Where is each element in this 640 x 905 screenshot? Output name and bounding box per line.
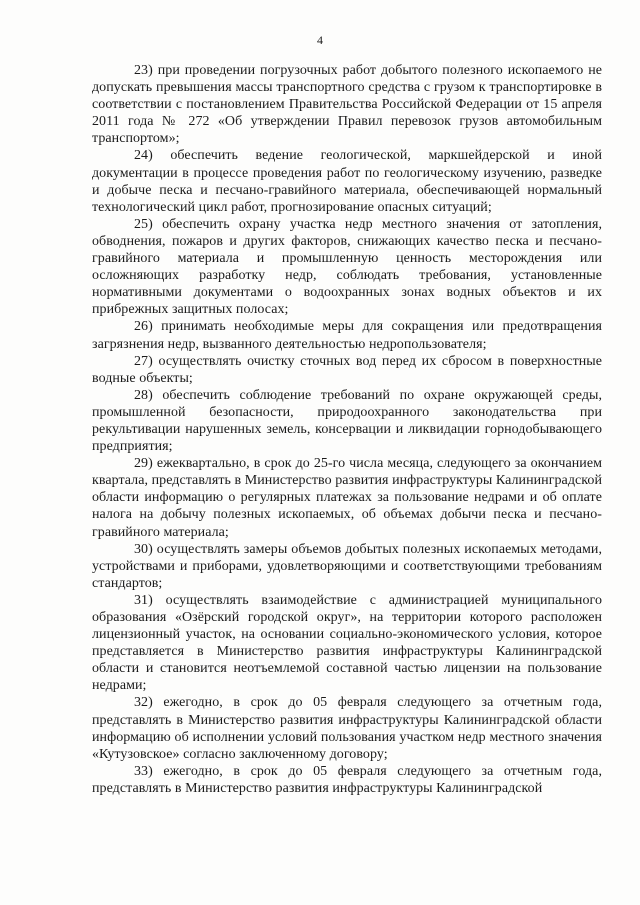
paragraph-24: 24) обеспечить ведение геологической, маркшейдерской и иной документации в процессе проведения работ по геологическому изучению, разведке и добыче песка и песчано-гравийного материала, обеспечивающей нормальный технологический цикл работ, прогнозирование опасных ситуаций; <box>92 148 602 215</box>
paragraph-26: 26) принимать необходимые меры для сокращения или предотвращения загрязнения недр, вызванного деятельностью недропользователя; <box>92 319 602 352</box>
page-number: 4 <box>317 33 323 47</box>
document-body <box>92 62 602 797</box>
paragraph-25: 25) обеспечить охрану участка недр местного значения от затопления, обводнения, пожаров и других факторов, снижающих качество песка и песчано-гравийного материала и промышленную ценность месторождения или осложняющих разработку недр, соблюдать требования, установленные нормативными документами о водоохранных зонах водных объектов и их прибрежных защитных полосах; <box>92 216 602 318</box>
paragraph-28: 28) обеспечить соблюдение требований по охране окружающей среды, промышленной безопасности, природоохранного законодательства при рекультивации нарушенных земель, консервации и ликвидации горнодобывающего предприятия; <box>92 387 602 455</box>
paragraph-32: 32) ежегодно, в срок до 05 февраля следующего за отчетным года, представлять в Министерство развития инфраструктуры Калининградской области информацию об исполнении условий пользования участком недр местного значения «Кутузовское» согласно заключенному договору; <box>92 695 602 762</box>
paragraph-23: 23) при проведении погрузочных работ добытого полезного ископаемого не допускать превышения массы транспортного средства с грузом к транспортировке в соответствии с постановлением Правительства Российской Федерации от 15 апреля 2011 года № 272 «Об утверждении Правил перевозок грузов автомобильным транспортом»; <box>92 63 602 147</box>
paragraph-30: 30) осуществлять замеры объемов добытых полезных ископаемых методами, устройствами и приборами, удовлетворяющими и соответствующими требованиям стандартов; <box>92 541 602 591</box>
paragraph-33: 33) ежегодно, в срок до 05 февраля следующего за отчетным года, представлять в Министерство развития инфраструктуры Калининградской <box>92 763 602 796</box>
paragraph-31: 31) осуществлять взаимодействие с администрацией муниципального образования «Озёрский городской округ», на территории которого расположен лицензионный участок, на основании социально-экономического условия, которое представляется в Министерство развития инфраструктуры Калининградской области и становится неотъемлемой составной частью лицензии на пользование недрами; <box>92 592 602 694</box>
paragraph-27: 27) осуществлять очистку сточных вод перед их сбросом в поверхностные водные объекты; <box>92 353 602 386</box>
paragraph-29: 29) ежеквартально, в срок до 25-го числа месяца, следующего за окончанием квартала, представлять в Министерство развития инфраструктуры Калининградской области информацию о регулярных платежах за пользование недрами и об оплате налога на добычу полезных ископаемых, об объемах добычи песка и песчано-гравийного материала; <box>92 456 602 540</box>
